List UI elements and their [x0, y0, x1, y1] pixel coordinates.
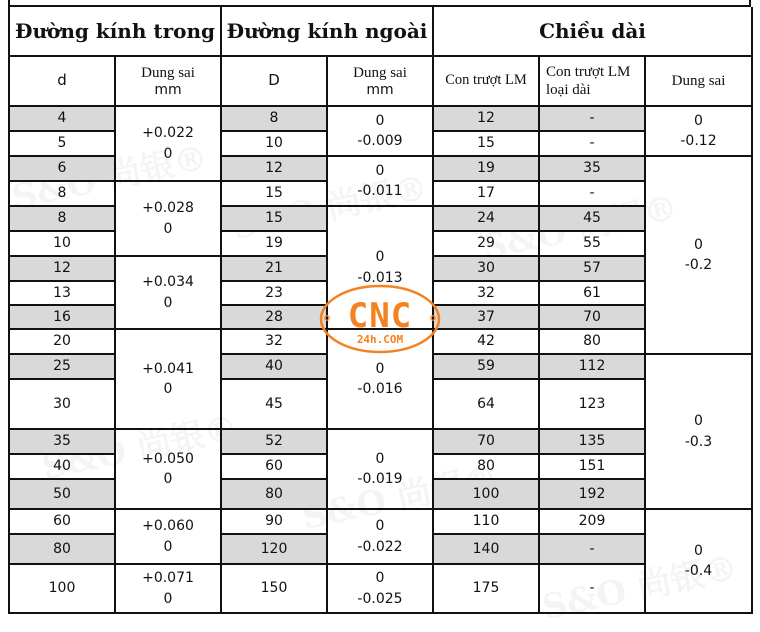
- cell-lm-long: -: [540, 182, 646, 207]
- cell-D: 150: [222, 565, 328, 614]
- tolerance-upper: 0: [694, 236, 703, 253]
- tolerance-lower: 0: [163, 294, 173, 311]
- cell-D-tolerance: [328, 157, 434, 207]
- cell-D: 10: [222, 132, 328, 157]
- cell-D-tolerance: [328, 107, 434, 157]
- tolerance-upper: 0: [375, 360, 385, 377]
- cell-D: 15: [222, 182, 328, 207]
- cell-lm-long: -: [540, 535, 646, 565]
- cell-D-tolerance: [328, 330, 434, 430]
- cell-D: 52: [222, 430, 328, 455]
- cell-d: 35: [10, 430, 116, 455]
- tolerance-lower: 0: [163, 538, 173, 555]
- header-lm-long-line2: loại dài: [546, 82, 591, 98]
- tolerance-upper: 0: [375, 249, 385, 266]
- cell-lm: 12: [434, 107, 540, 132]
- cell-lm-long: -: [540, 132, 646, 157]
- cell-d-tolerance: [116, 430, 222, 510]
- cell-D-tolerance: [328, 207, 434, 330]
- cell-lm-long: -: [540, 107, 646, 132]
- cell-lm-long: 192: [540, 480, 646, 510]
- cell-lm: 110: [434, 510, 540, 535]
- tolerance-lower: 0: [163, 145, 173, 162]
- logo-main-text: CNC: [347, 296, 413, 336]
- cell-d: 6: [10, 157, 116, 182]
- cell-d: 80: [10, 535, 116, 565]
- header-lm-long: [540, 57, 646, 107]
- cell-d: 20: [10, 330, 116, 355]
- cell-length-tolerance: [646, 157, 753, 355]
- cell-d-tolerance: [116, 182, 222, 257]
- cell-d-tolerance: [116, 330, 222, 430]
- tolerance-lower: -0.2: [684, 257, 713, 273]
- cell-D: 28: [222, 306, 328, 330]
- cell-lm: 42: [434, 330, 540, 355]
- cell-lm: 80: [434, 455, 540, 480]
- cell-d: 8: [10, 182, 116, 207]
- tolerance-lower: -0.009: [357, 133, 403, 149]
- tolerance-lower: -0.013: [357, 269, 403, 286]
- tolerance-lower: -0.011: [357, 183, 403, 199]
- tolerance-lower: 0: [163, 590, 173, 607]
- tolerance-upper: +0.034: [142, 274, 194, 291]
- cell-D: 21: [222, 257, 328, 282]
- cell-lm: 17: [434, 182, 540, 207]
- header-length: Chiều dài: [434, 7, 753, 57]
- cell-d: 16: [10, 306, 116, 330]
- cell-d: 8: [10, 207, 116, 232]
- cell-d: 10: [10, 232, 116, 257]
- cell-lm-long: 112: [540, 355, 646, 380]
- tolerance-upper: 0: [375, 162, 385, 179]
- cell-d-tolerance: [116, 565, 222, 614]
- tolerance-upper: 0: [694, 413, 703, 430]
- tolerance-upper: +0.041: [142, 360, 194, 377]
- cell-lm: 100: [434, 480, 540, 510]
- tolerance-lower: -0.12: [680, 133, 717, 149]
- cell-D: 23: [222, 282, 328, 306]
- tolerance-upper: 0: [375, 570, 385, 587]
- header-d-tolerance: [116, 57, 222, 107]
- cell-lm: 19: [434, 157, 540, 182]
- cell-lm: 30: [434, 257, 540, 282]
- tolerance-lower: -0.016: [357, 381, 403, 397]
- cell-D: 12: [222, 157, 328, 182]
- cell-d: 100: [10, 565, 116, 614]
- cell-D-tolerance: [328, 565, 434, 614]
- cell-d: 25: [10, 355, 116, 380]
- tolerance-upper: 0: [375, 450, 385, 467]
- header-D: D: [222, 57, 328, 107]
- tolerance-upper: +0.071: [142, 570, 194, 587]
- cell-lm: 24: [434, 207, 540, 232]
- cell-lm-long: 61: [540, 282, 646, 306]
- cell-D: 8: [222, 107, 328, 132]
- tolerance-upper: +0.060: [142, 518, 194, 535]
- header-D-tolerance: [328, 57, 434, 107]
- header-lm: Con trượt LM: [434, 57, 540, 107]
- cell-lm: 15: [434, 132, 540, 157]
- cell-d: 40: [10, 455, 116, 480]
- tolerance-upper: 0: [694, 112, 703, 129]
- cell-D: 15: [222, 207, 328, 232]
- cell-d: 4: [10, 107, 116, 132]
- cell-d: 50: [10, 480, 116, 510]
- cell-d-tolerance: [116, 510, 222, 565]
- tolerance-upper: +0.022: [142, 125, 194, 142]
- tolerance-lower: 0: [163, 381, 173, 397]
- cell-lm-long: -: [540, 565, 646, 614]
- header-length-tolerance: Dung sai: [646, 57, 753, 107]
- cell-lm-long: 151: [540, 455, 646, 480]
- bearing-dimension-table: [8, 5, 751, 614]
- cell-lm: 70: [434, 430, 540, 455]
- cell-d: 60: [10, 510, 116, 535]
- header-d-tolerance-line1: Dung sai: [141, 64, 195, 81]
- cell-D: 45: [222, 380, 328, 430]
- cell-lm: 64: [434, 380, 540, 430]
- tolerance-upper: 0: [375, 518, 385, 535]
- cell-D: 32: [222, 330, 328, 355]
- tolerance-upper: 0: [375, 112, 385, 129]
- header-inner-diameter: Đường kính trong: [10, 7, 222, 57]
- cell-lm: 29: [434, 232, 540, 257]
- tolerance-lower: 0: [163, 471, 173, 487]
- tolerance-upper: 0: [694, 542, 703, 559]
- cell-lm-long: 123: [540, 380, 646, 430]
- cell-d: 5: [10, 132, 116, 157]
- tolerance-lower: -0.4: [684, 563, 713, 579]
- cell-length-tolerance: [646, 355, 753, 510]
- cell-D: 19: [222, 232, 328, 257]
- cell-lm-long: 55: [540, 232, 646, 257]
- cell-d: 13: [10, 282, 116, 306]
- header-lm-long-line1: Con trượt LM: [546, 64, 631, 80]
- header-d-tolerance-line2: mm: [154, 81, 182, 98]
- cell-lm-long: 135: [540, 430, 646, 455]
- cell-d-tolerance: [116, 107, 222, 182]
- header-D-tolerance-line1: Dung sai: [353, 64, 407, 81]
- cell-lm: 37: [434, 306, 540, 330]
- tolerance-upper: +0.050: [142, 450, 194, 467]
- tolerance-upper: +0.028: [142, 200, 194, 217]
- cell-d-tolerance: [116, 257, 222, 330]
- tolerance-lower: -0.025: [357, 590, 403, 607]
- logo-sub-text: 24h.COM: [356, 333, 404, 346]
- cell-length-tolerance: [646, 107, 753, 157]
- cell-lm-long: 35: [540, 157, 646, 182]
- cell-D-tolerance: [328, 430, 434, 510]
- cell-D-tolerance: [328, 510, 434, 565]
- cell-D: 90: [222, 510, 328, 535]
- cell-lm: 175: [434, 565, 540, 614]
- tolerance-lower: -0.022: [357, 538, 403, 555]
- cell-D: 40: [222, 355, 328, 380]
- cell-lm-long: 70: [540, 306, 646, 330]
- cell-lm-long: 57: [540, 257, 646, 282]
- cell-lm: 140: [434, 535, 540, 565]
- cell-d: 12: [10, 257, 116, 282]
- cell-d: 30: [10, 380, 116, 430]
- cell-lm-long: 45: [540, 207, 646, 232]
- header-outer-diameter: Đường kính ngoài: [222, 7, 434, 57]
- cell-lm-long: 80: [540, 330, 646, 355]
- cell-D: 120: [222, 535, 328, 565]
- tolerance-lower: -0.3: [684, 433, 713, 450]
- cell-D: 60: [222, 455, 328, 480]
- header-d: d: [10, 57, 116, 107]
- header-D-tolerance-line2: mm: [366, 81, 394, 98]
- cell-lm: 59: [434, 355, 540, 380]
- cell-lm-long: 209: [540, 510, 646, 535]
- cell-D: 80: [222, 480, 328, 510]
- cell-length-tolerance: [646, 510, 753, 614]
- tolerance-lower: -0.019: [357, 471, 403, 487]
- cell-lm: 32: [434, 282, 540, 306]
- tolerance-lower: 0: [163, 220, 173, 237]
